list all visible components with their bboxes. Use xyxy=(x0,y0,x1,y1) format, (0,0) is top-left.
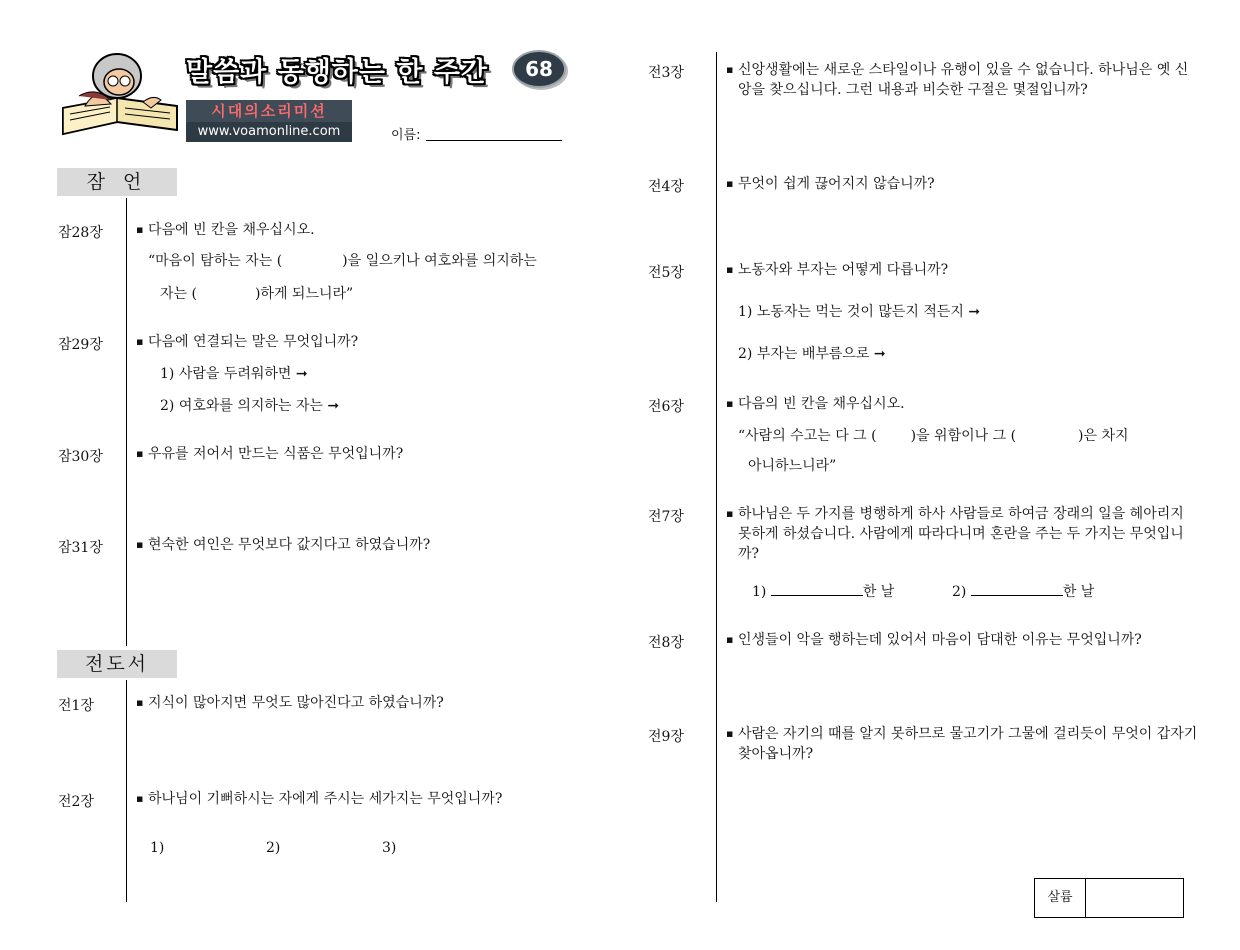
ref-prov-30: 잠30장 xyxy=(58,449,103,465)
fill-line-2 xyxy=(160,284,353,304)
brand-url: www.voamonline.com xyxy=(186,122,352,142)
section-ecclesiastes: 전도서 xyxy=(57,650,177,678)
ref-eccl-4: 전4장 xyxy=(648,179,684,195)
fill-text-1a: “마음이 탐하는 자는 ( xyxy=(148,253,283,269)
answer-eccl-5-2: 2) 부자는 배부름으로 ➞ xyxy=(738,346,886,362)
answer-eccl-5-1: 1) 노동자는 먹는 것이 많든지 적든지 ➞ xyxy=(738,304,981,320)
fill-text-3a: “사람의 수고는 다 그 ( xyxy=(738,428,877,444)
answer-eccl-7-2 xyxy=(952,581,1094,602)
question-eccl-6: ▪ 다음의 빈 칸을 채우십시오. xyxy=(738,394,905,414)
answer-eccl-2-2: 2) xyxy=(266,840,281,856)
fill-line-3 xyxy=(738,426,1129,446)
fill-text-2a: 자는 ( xyxy=(160,286,197,302)
answer-eccl-7-2-blank[interactable] xyxy=(971,581,1063,596)
question-eccl-8: ▪ 인생들이 악을 행하는데 있어서 마음이 담대한 이유는 무엇입니까? xyxy=(738,630,1142,650)
ref-eccl-9: 전9장 xyxy=(648,729,684,745)
question-eccl-1: ▪ 지식이 많아지면 무엇도 많아진다고 하였습니까? xyxy=(148,693,444,713)
question-eccl-3: ▪ 신앙생활에는 새로운 스타일이나 유행이 있을 수 없습니다. 하나님은 옛 신앙을 찾으십니다. 그런 내용과 비슷한 구절은 몇절입니까? xyxy=(738,60,1196,100)
page-title: 말씀과 동행하는 한 주간 xyxy=(186,57,489,88)
answer-eccl-7-2-num: 2) xyxy=(952,584,967,600)
question-eccl-9: ▪ 사람은 자기의 때를 알지 못하므로 물고기가 그물에 걸리듯이 무엇이 갑자기 찾아옵니까? xyxy=(738,724,1198,764)
left-divider xyxy=(126,198,127,646)
question-prov-29: ▪ 다음에 연결되는 말은 무엇입니까? xyxy=(148,332,358,352)
answer-eccl-7-1-blank[interactable] xyxy=(771,581,863,596)
fill-line-1 xyxy=(148,251,537,271)
fill-text-1b: )을 일으키나 여호와를 의지하는 xyxy=(342,253,537,269)
ref-prov-31: 잠31장 xyxy=(58,540,103,556)
ref-eccl-3: 전3장 xyxy=(648,65,684,81)
reader-illustration xyxy=(55,48,185,140)
name-input-line[interactable] xyxy=(426,140,562,141)
answer-eccl-7-1-suffix: 한 날 xyxy=(862,584,895,600)
brand-name: 시대의소리미션 xyxy=(186,100,352,122)
question-prov-30: ▪ 우유를 저어서 만드는 식품은 무엇입니까? xyxy=(148,444,403,464)
answer-eccl-7-2-suffix: 한 날 xyxy=(1062,584,1095,600)
fill-line-4: 아니하느니라” xyxy=(748,458,837,474)
footer-box xyxy=(1034,878,1184,918)
left-divider-lower xyxy=(126,680,127,902)
answer-prov-29-1: 1) 사람을 두려워하면 ➞ xyxy=(160,366,308,382)
fill-text-2b: )하게 되느니라” xyxy=(254,286,354,302)
footer-input[interactable] xyxy=(1086,879,1183,917)
ref-eccl-8: 전8장 xyxy=(648,635,684,651)
answer-eccl-7-1 xyxy=(752,581,894,602)
ref-eccl-5: 전5장 xyxy=(648,265,684,281)
answer-eccl-7-1-num: 1) xyxy=(752,584,767,600)
ref-eccl-6: 전6장 xyxy=(648,399,684,415)
issue-badge: 68 xyxy=(512,50,566,88)
answer-prov-29-2: 2) 여호와를 의지하는 자는 ➞ xyxy=(160,398,340,414)
question-prov-28: ▪ 다음에 빈 칸을 채우십시오. xyxy=(148,220,315,240)
footer-label: 살륨 xyxy=(1035,879,1086,917)
section-proverbs: 잠 언 xyxy=(57,168,177,196)
question-eccl-5: ▪ 노동자와 부자는 어떻게 다릅니까? xyxy=(738,260,948,280)
question-prov-31: ▪ 현숙한 여인은 무엇보다 값지다고 하였습니까? xyxy=(148,535,430,555)
question-eccl-4: ▪ 무엇이 쉽게 끊어지지 않습니까? xyxy=(738,174,935,194)
question-eccl-7: ▪ 하나님은 두 가지를 병행하게 하사 사람들로 하여금 장래의 일을 헤아리지 못하게 하셨습니다. 사람에게 따라다니며 혼란을 주는 두 가지는 무엇입니까? xyxy=(738,504,1198,564)
ref-eccl-1: 전1장 xyxy=(58,698,94,714)
fill-text-3b: )을 위함이나 그 ( xyxy=(910,428,1017,444)
answer-eccl-2-3: 3) xyxy=(382,840,397,856)
question-eccl-2: ▪ 하나님이 기뻐하시는 자에게 주시는 세가지는 무엇입니까? xyxy=(148,789,502,809)
ref-eccl-7: 전7장 xyxy=(648,509,684,525)
name-label: 이름: xyxy=(391,128,421,143)
right-divider xyxy=(716,52,717,902)
ref-prov-28: 잠28장 xyxy=(58,225,103,241)
answer-eccl-2-1: 1) xyxy=(150,840,165,856)
ref-prov-29: 잠29장 xyxy=(58,337,103,353)
fill-text-3c: )은 차지 xyxy=(1078,428,1129,444)
ref-eccl-2: 전2장 xyxy=(58,794,94,810)
